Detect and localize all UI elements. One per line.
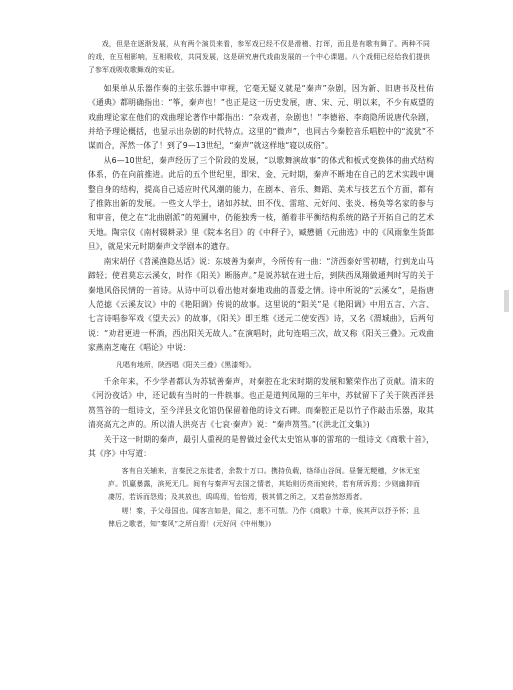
- quoted-passage-dialect-opera: 戏，但是在逐渐发展，从有两个演员来看，参军戏已经不仅是滑稽、打诨，而且是有歌有舞了。两种不同的戏，在互相影响，互相吸收，共同发展，这是研究唐代戏曲发展的一个中心课题。八个戏佣已经给我们提供了参军戏吸收歌舞戏的实证。: [88, 40, 430, 75]
- quote-changlun: 凡唱有地所，陕西唱《阳关三叠》《黑漆弩》。: [116, 360, 256, 369]
- quote-shang-ge-preface: 客有自关辅来，言秦民之东徙者，余数十万口。携持负载，络绎山谷间。昼餐无粳穗，夕休无室庐。饥羸暴露，滨死无几。间有与秦声写去国之情者，其始则历亮而宛转，若有所诉焉；少则幽抑而凄厉，若诉而怨焉；及其放也，呜呜焉，怡怡焉，极其情之所之，又若奋然怒焉者。: [108, 466, 420, 502]
- paragraph-lei-guan-shang-ge: 关于这一时期的秦声，最引人重视的是曾做过金代太史馆从事的雷琯的一组诗文《商歌十首》，其《序》中写道：: [88, 434, 434, 459]
- paragraph-three-stages: 从6—10世纪，秦声经历了三个阶段的发展，“以歌舞演故事”的体式和板式变换体的曲式结构体系，仍在向前推进。此后的五个世纪里，即宋、金、元时期，秦声不断地在自己的艺术实践中调整自身的结构，提高自己适应时代风潮的能力，在剧本、音乐、舞蹈、美术与技艺五个方面，都有了推陈出新的发展。一些文人学士，诸如苏轼、田不伐、雷琯、元好问、张炎、杨奂等名家的参与和审音，使之在“北曲剧派”的苑圃中，仍能独秀一枝，循着非平衡结构系统的路子开拓自己的艺术天地。陶宗仪《南村辍耕录》里《院本名目》的《中秤子》，臧懋循《元曲选》中的《风雨象生货郎旦》，就是宋元时期秦声文学剧本的遗存。: [88, 155, 434, 252]
- quote-shang-ge-preface-ending: 嗟！秦，予父母国也。闻客言如是，闻之，悲不可禁。乃作《商歌》十章，俟其声以抒予怀；且俾后之歌者，知“秦风”之所自焉！(元好问《中州集》): [108, 506, 420, 528]
- paragraph-qin-sheng-zaju: 如果单从乐器作奏的主弦乐器中审视，它毫无疑义就是“秦声”杂剧，因为新、旧唐书及杜佑《通典》都明确指出：“筝，秦声也！”也正是这一历史发展，唐、宋、元、明以来，不少有威望的戏曲理论家在他们的戏曲理论著作中都指出：“杂戏者，杂剧也！”李德裕、李商隐所说唐代杂剧，并给予理论概括，也显示出杂剧的时代特点。这里的“微声”，也同古今秦腔音乐唱腔中的“流犹”不谋而合，浑然一体了！到了9—13世纪，“秦声”就这样地“寝以成俗”。: [88, 83, 434, 151]
- paragraph-su-dongpo-poem: 南宋胡仔《苕溪渔隐丛话》说：东坡善为秦声，今所传有一曲：“济西泰好雪初晴，行到龙山马蹄轻；使君莫忘云溪女，时作《阳关》断肠声。”是说苏轼在进士后，到陕西凤翔做通判时写的关于秦地风俗民情的一首诗。从诗中可以看出他对秦地戏曲的喜爱之情。诗中所说的“云溪女”，是指唐人范摅《云溪友议》中的《艳阳调》传说的故事。这里说的“阳关”是《艳阳调》中用五言、六言、七言诗唱参军戏《望夫云》的故事，《阳关》即王维《送元二使安西》诗，又名《渭城曲》，后两句说：“劝君更进一杯酒，西出阳关无故人。”在演唱时，此句连唱三次，故又称《阳关三叠》。元戏曲家燕南芝庵在《唱论》中说：: [88, 256, 434, 353]
- scan-edge-mark: [504, 290, 509, 312]
- paragraph-su-shi-contribution: 千余年来，不少学者都认为苏轼善秦声，对秦腔在北宋时期的发展和繁荣作出了贡献。清末的《河汾夜话》中，还记载有当时的一件轶事。也正是道判凤翔的三年中，苏轼留下了关于陕西洋县筼筜谷的一组诗文，至今洋县文化馆仍保留着他的诗文石碑。而秦腔正是以竹子作敲击乐器，取其清亮高亢之声的。所以清人洪亮吉《七哀·秦声》说：“秦声筼筜。”(《洪北江文集》): [88, 376, 434, 429]
